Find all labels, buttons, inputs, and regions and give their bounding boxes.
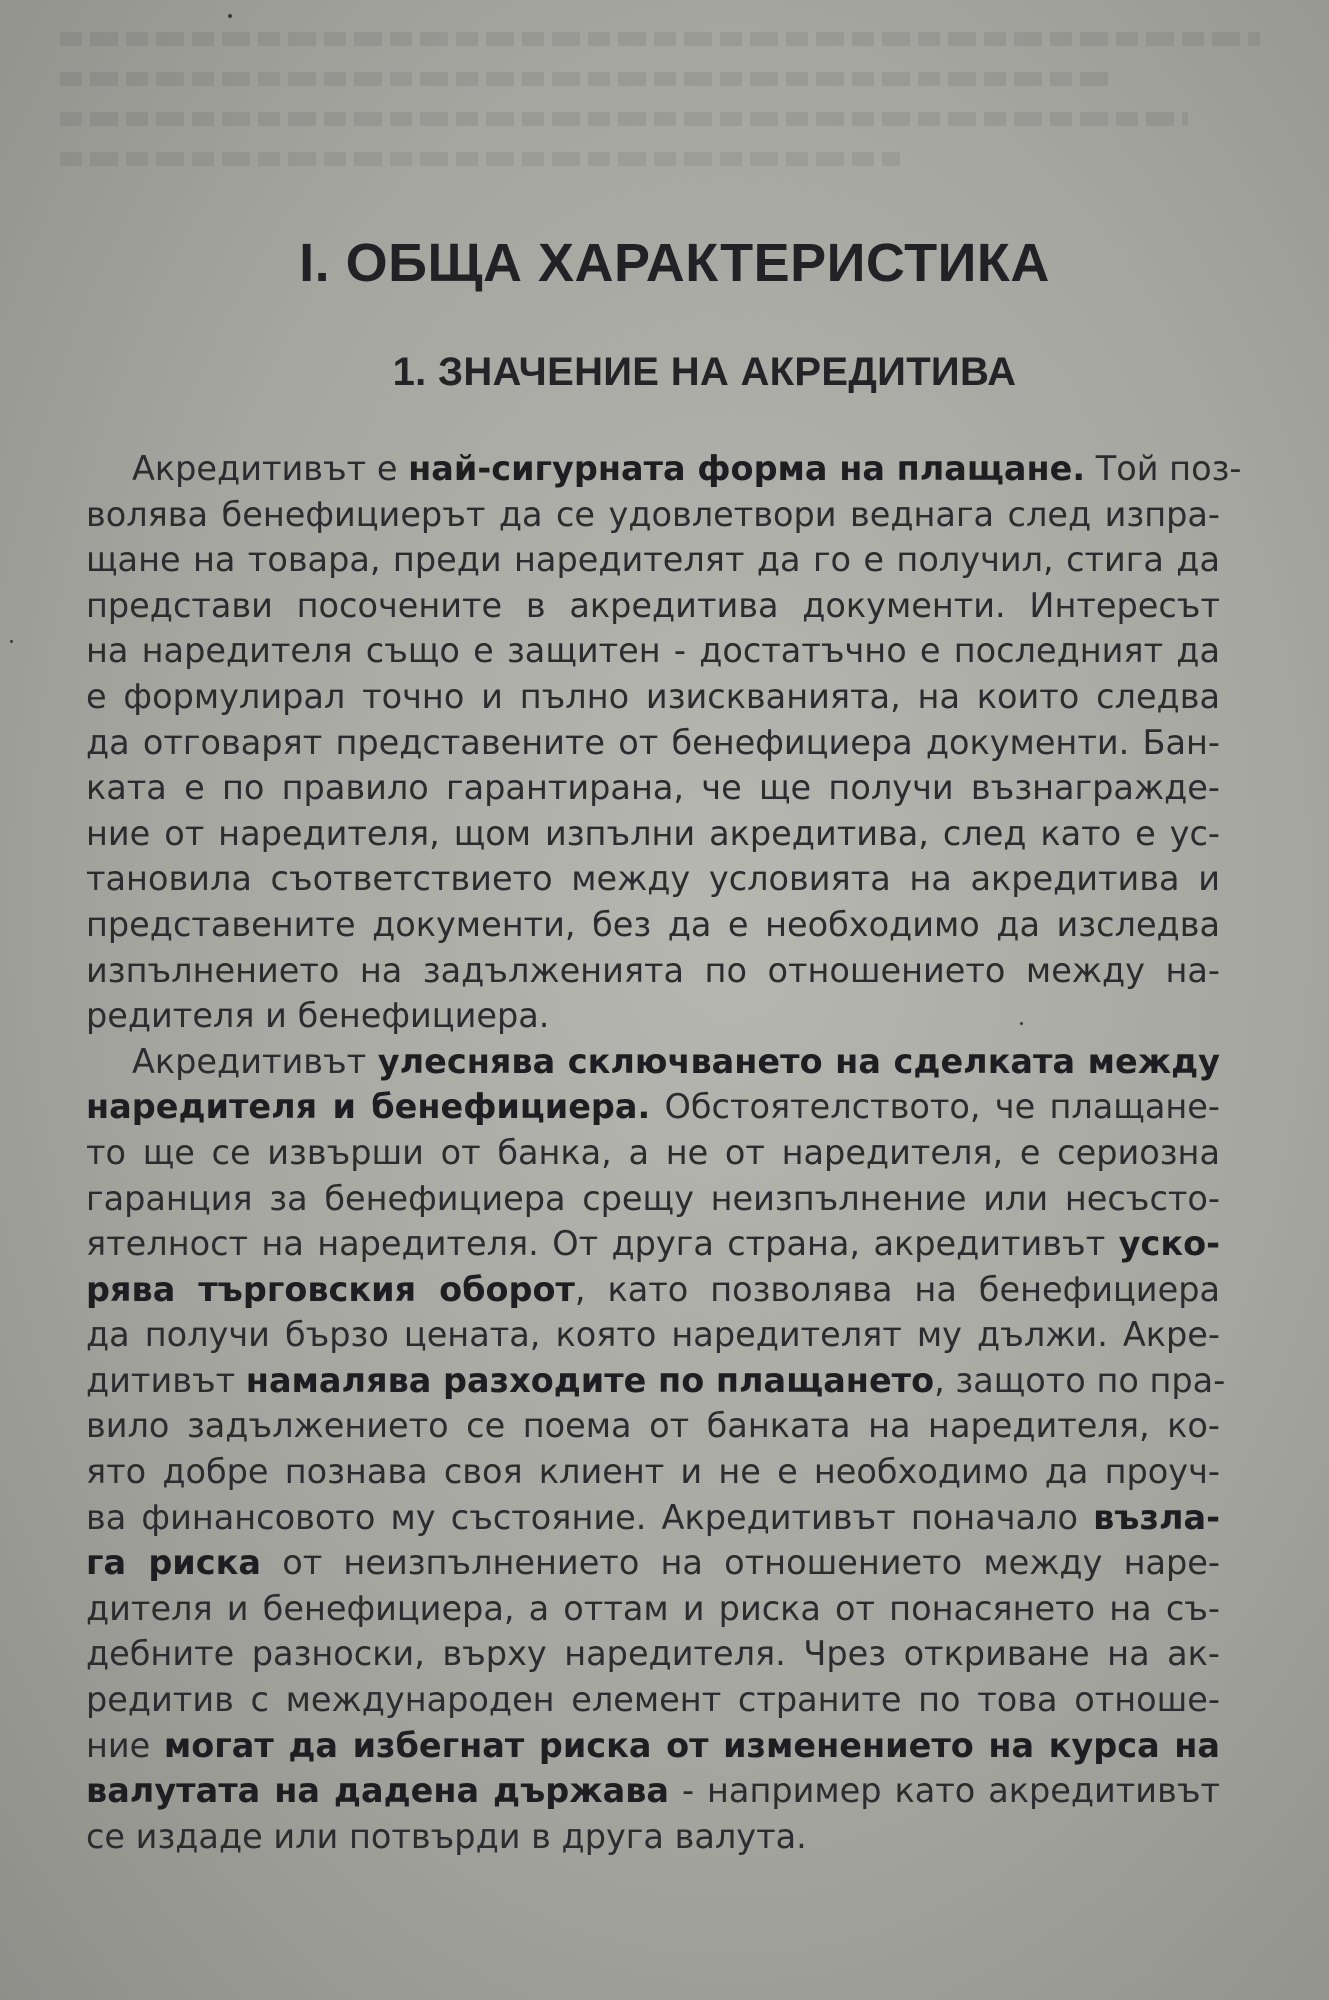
bold-phrase: валутата на дадена държава: [86, 1771, 670, 1811]
text-line: [86, 1631, 1220, 1677]
chapter-heading: I. ОБЩА ХАРАКТЕРИСТИКА: [299, 233, 1050, 293]
text-run: дитивът: [86, 1360, 246, 1400]
text-run: Обстоятелството, че плащане-: [650, 1087, 1220, 1127]
text-run: ятелност на наредителя. От друга страна, акредитивът: [86, 1224, 1119, 1264]
text-run: гаранция за бенефициера срещу неизпълнение или несъсто-: [86, 1178, 1220, 1218]
text-line: [86, 1358, 1226, 1404]
text-line: [86, 628, 1220, 674]
text-run: ва финансовото му състояние. Акредитивът поначало: [86, 1497, 1094, 1537]
text-run: да получи бързо цената, която наредителят му дължи. Акре-: [86, 1315, 1220, 1355]
text-line: [86, 1267, 1220, 1313]
text-line: [86, 1039, 1220, 1085]
text-run: тановила съответствието между условията на акредитива и: [86, 859, 1220, 899]
text-line: [86, 1723, 1220, 1769]
text-line: [86, 1221, 1220, 1267]
text-run: редитив с международен елемент страните по това отноше-: [86, 1680, 1220, 1720]
text-line: [86, 1677, 1220, 1723]
bold-phrase: наредителя и бенефициера.: [86, 1087, 651, 1127]
text-run: на наредителя също е защитен - достатъчно е последният да: [86, 631, 1220, 671]
text-line: [86, 1495, 1220, 1541]
text-line: [86, 1586, 1220, 1632]
bold-phrase: най-сигурната форма на плащане.: [408, 449, 1086, 488]
bold-phrase: улеснява сключването на сделката между: [377, 1041, 1220, 1081]
bold-phrase: могат да избегнат риска от изменението на курса на: [163, 1725, 1220, 1765]
text-run: представи посочените в акредитива документи. Интересът: [86, 585, 1220, 625]
text-line: [86, 583, 1220, 629]
bold-phrase: възла-: [1093, 1497, 1220, 1537]
text-line: [86, 1449, 1220, 1495]
text-line: [86, 446, 1242, 492]
text-line: [86, 1768, 1220, 1814]
bold-phrase: намалява разходите по плащането: [245, 1360, 935, 1400]
text-line: [86, 993, 1220, 1039]
text-run: представените документи, без да е необходимо да изследва: [86, 904, 1220, 944]
body-text: [86, 446, 1242, 1859]
text-line: [86, 856, 1220, 902]
text-line: [86, 1176, 1220, 1222]
text-run: да отговарят представените от бенефициера документи. Бан-: [86, 722, 1220, 762]
text-line: [86, 537, 1220, 583]
text-run: се издаде или потвърди в друга валута.: [86, 1816, 807, 1856]
bold-phrase: уско-: [1118, 1224, 1220, 1264]
text-run: дителя и бенефициера, а оттам и риска от понасянето на съ-: [86, 1588, 1220, 1628]
text-run: волява бенефициерът да се удовлетвори веднага след изпра-: [86, 494, 1220, 534]
text-line: [86, 1403, 1220, 1449]
text-run: Акредитивът е: [132, 449, 409, 488]
bold-phrase: рява търговския оборот: [86, 1269, 575, 1309]
text-run: редителя и бенефициера.: [86, 996, 550, 1036]
paragraph: [86, 446, 1242, 1039]
text-line: [86, 811, 1220, 857]
paragraph: [86, 1039, 1226, 1860]
text-run: , като позволява на бенефициера: [574, 1269, 1220, 1309]
text-line: [86, 674, 1220, 720]
text-run: е формулирал точно и пълно изискванията, на които следва: [86, 676, 1220, 716]
paper-speck: [228, 14, 232, 18]
text-line: [86, 492, 1220, 538]
section-heading: 1. ЗНАЧЕНИЕ НА АКРЕДИТИВА: [392, 350, 1017, 394]
text-run: Той поз-: [1085, 449, 1242, 488]
text-line: [86, 1084, 1220, 1130]
text-line: [86, 1312, 1220, 1358]
text-line: [86, 902, 1220, 948]
text-run: ние: [86, 1725, 164, 1765]
text-line: [86, 948, 1220, 994]
text-line: [86, 720, 1220, 766]
text-run: ято добре познава своя клиент и не е необходимо да проуч-: [86, 1452, 1220, 1492]
paper-speck: [10, 640, 13, 643]
text-run: изпълнението на задълженията по отношението между на-: [86, 950, 1220, 990]
text-run: - например като акредитивът: [669, 1771, 1221, 1811]
text-run: от неизпълнението на отношението между наре-: [261, 1543, 1220, 1583]
text-line: [86, 1814, 1220, 1860]
text-run: , защото по пра-: [934, 1360, 1226, 1400]
bold-phrase: га риска: [86, 1543, 261, 1583]
text-line: [86, 1540, 1220, 1586]
text-line: [86, 1130, 1220, 1176]
text-line: [86, 765, 1220, 811]
text-run: дебните разноски, върху наредителя. Чрез откриване на ак-: [86, 1634, 1220, 1674]
text-run: ние от наредителя, щом изпълни акредитива, след като е ус-: [86, 813, 1220, 853]
bleed-through-text: [60, 6, 1260, 196]
text-run: то ще се извърши от банка, а не от наредителя, е сериозна: [86, 1132, 1220, 1172]
text-run: щане на товара, преди наредителят да го е получил, стига да: [86, 540, 1220, 580]
text-run: Акредитивът: [132, 1041, 378, 1081]
text-run: вило задължението се поема от банката на наредителя, ко-: [86, 1406, 1220, 1446]
text-run: ката е по правило гарантирана, че ще получи възнагражде-: [86, 768, 1220, 808]
